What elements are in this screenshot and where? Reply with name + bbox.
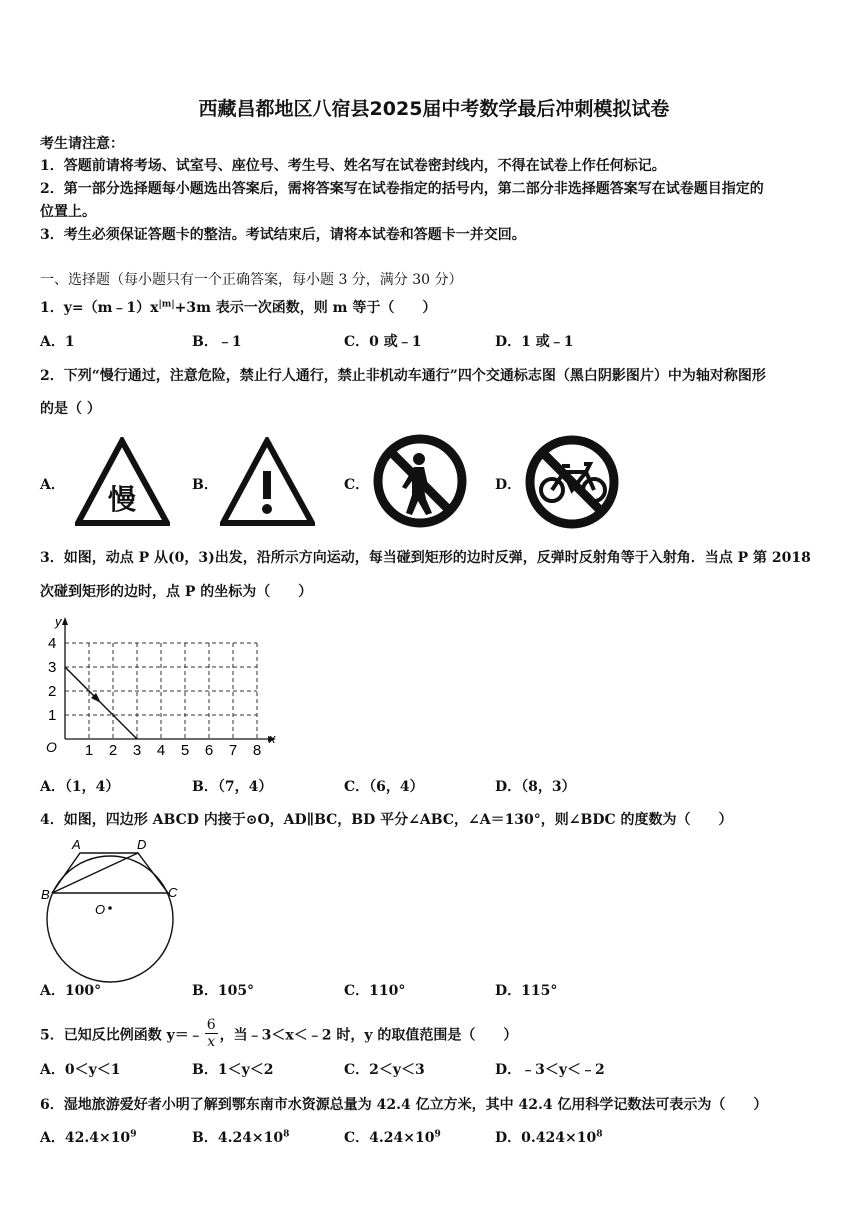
question-5 <box>40 1019 517 1052</box>
q6-option-b[interactable] <box>192 1127 289 1147</box>
section-heading: 一、选择题（每小题只有一个正确答案，每小题 3 分，满分 30 分） <box>40 272 463 288</box>
notice-item-2: 2．第一部分选择题每小题选出答案后，需将答案写在试卷指定的括号内，第二部分非选择题答案写在试卷题目指定的 <box>40 181 764 197</box>
x-tick-7: 7 <box>228 742 238 759</box>
q1-suffix: +3m 表示一次函数，则 m 等于（ ） <box>174 300 437 316</box>
q2-option-b[interactable]: B． <box>192 477 218 493</box>
q3-option-a[interactable]: A．（1，4） <box>40 779 120 795</box>
q5-denominator: x <box>207 1034 216 1050</box>
y-tick-4: 4 <box>48 635 57 652</box>
label-d: D <box>137 837 147 852</box>
q1-option-b[interactable]: B．﹣1 <box>192 334 242 350</box>
notice-item-3: 3．考生必须保证答题卡的整洁。考试结束后，请将本试卷和答题卡一并交回。 <box>40 227 526 243</box>
x-tick-5: 5 <box>180 742 190 759</box>
x-tick-4: 4 <box>156 742 166 759</box>
q6-option-a[interactable] <box>40 1127 136 1147</box>
q6-option-c[interactable] <box>344 1127 441 1147</box>
q5-option-d[interactable]: D．﹣3＜y＜﹣2 <box>495 1062 605 1078</box>
q6-option-d[interactable] <box>495 1127 602 1147</box>
q6-option-b-exp: 8 <box>283 1129 290 1140</box>
q1-option-d[interactable]: D．1 或﹣1 <box>495 334 574 350</box>
notice-item-1: 1．答题前请将考场、试室号、座位号、考生号、姓名写在试卷密封线内，不得在试卷上作任何标记。 <box>40 158 666 174</box>
q6-option-d-base: D．0.424×10 <box>495 1130 597 1146</box>
question-2-line-2: 的是（ ） <box>40 401 101 417</box>
no-bicycle-sign-icon <box>524 434 620 530</box>
x-tick-6: 6 <box>204 742 214 759</box>
origin-label: O <box>46 739 57 755</box>
y-tick-2: 2 <box>48 683 57 700</box>
warning-sign-icon <box>220 437 315 527</box>
x-tick-1: 1 <box>84 742 94 759</box>
q4-option-c[interactable]: C．110° <box>344 983 406 999</box>
x-tick-2: 2 <box>108 742 118 759</box>
x-tick-3: 3 <box>132 742 142 759</box>
q6-option-d-exp: 8 <box>596 1129 603 1140</box>
q6-option-a-base: A．42.4×10 <box>40 1130 131 1146</box>
q5-option-b[interactable]: B．1＜y＜2 <box>192 1062 274 1078</box>
q2-option-a[interactable]: A． <box>40 477 65 493</box>
q6-option-a-exp: 9 <box>130 1129 137 1140</box>
q5-fraction <box>205 1017 218 1050</box>
q1-option-c[interactable]: C．0 或﹣1 <box>344 334 422 350</box>
q6-option-c-exp: 9 <box>434 1129 441 1140</box>
question-4: 4．如图，四边形 ABCD 内接于⊙O，AD∥BC，BD 平分∠ABC，∠A＝130°，则∠BDC 的度数为（ ） <box>40 812 733 828</box>
q4-option-b[interactable]: B．105° <box>192 983 255 999</box>
q5-prefix: 5．已知反比例函数 y＝﹣ <box>40 1027 203 1044</box>
label-o: O <box>95 902 106 917</box>
q5-option-c[interactable]: C．2＜y＜3 <box>344 1062 425 1078</box>
label-a: A <box>72 837 81 852</box>
notice-item-2-cont: 位置上。 <box>40 204 96 220</box>
q2-option-c[interactable]: C． <box>344 477 370 493</box>
q1-prefix: 1．y=（m﹣1）x <box>40 300 159 316</box>
q5-option-a[interactable]: A．0＜y＜1 <box>40 1062 121 1078</box>
question-1 <box>40 297 436 317</box>
q3-option-b[interactable]: B．（7，4） <box>192 779 273 795</box>
notice-heading: 考生请注意： <box>40 136 124 152</box>
y-tick-3: 3 <box>48 659 57 676</box>
q3-option-d[interactable]: D．（8，3） <box>495 779 576 795</box>
question-3-line-2: 次碰到矩形的边时，点 P 的坐标为（ ） <box>40 584 313 600</box>
q6-option-c-base: C．4.24×10 <box>344 1130 435 1146</box>
q1-exponent: |m| <box>158 299 175 310</box>
q4-option-d[interactable]: D．115° <box>495 983 558 999</box>
q5-suffix: ，当﹣3＜x＜﹣2 时，y 的取值范围是（ ） <box>219 1027 518 1044</box>
question-2-line-1: 2．下列“慢行通过，注意危险，禁止行人通行，禁止非机动车通行”四个交通标志图（黑白阴影图片）中为轴对称图形 <box>40 368 766 384</box>
q6-option-b-base: B．4.24×10 <box>192 1130 284 1146</box>
circle-quadrilateral-figure <box>38 836 188 992</box>
q5-numerator: 6 <box>206 1017 216 1033</box>
q2-option-d[interactable]: D． <box>495 477 522 493</box>
y-axis-label: y <box>55 614 62 629</box>
question-3-line-1: 3．如图，动点 P 从(0，3)出发，沿所示方向运动，每当碰到矩形的边时反弹，反弹时反射角等于入射角．当点 P 第 2018 <box>40 550 811 566</box>
q3-option-c[interactable]: C．（6，4） <box>344 779 424 795</box>
label-b: B <box>41 887 50 902</box>
x-tick-8: 8 <box>252 742 262 759</box>
slow-sign-icon <box>75 437 170 527</box>
slow-sign-text: 慢 <box>107 484 137 515</box>
page-title: 西藏昌都地区八宿县2025届中考数学最后冲刺模拟试卷 <box>198 98 670 120</box>
x-axis-label: x <box>269 731 276 746</box>
no-pedestrian-sign-icon <box>372 433 468 529</box>
bounce-graph <box>40 612 285 762</box>
q4-option-a[interactable]: A．100° <box>40 983 102 999</box>
label-c: C <box>168 885 178 900</box>
q1-option-a[interactable]: A．1 <box>40 334 75 350</box>
y-tick-1: 1 <box>48 707 57 724</box>
question-6: 6．湿地旅游爱好者小明了解到鄂东南市水资源总量为 42.4 亿立方米，其中 42.4 亿用科学记数法可表示为（ ） <box>40 1097 768 1113</box>
